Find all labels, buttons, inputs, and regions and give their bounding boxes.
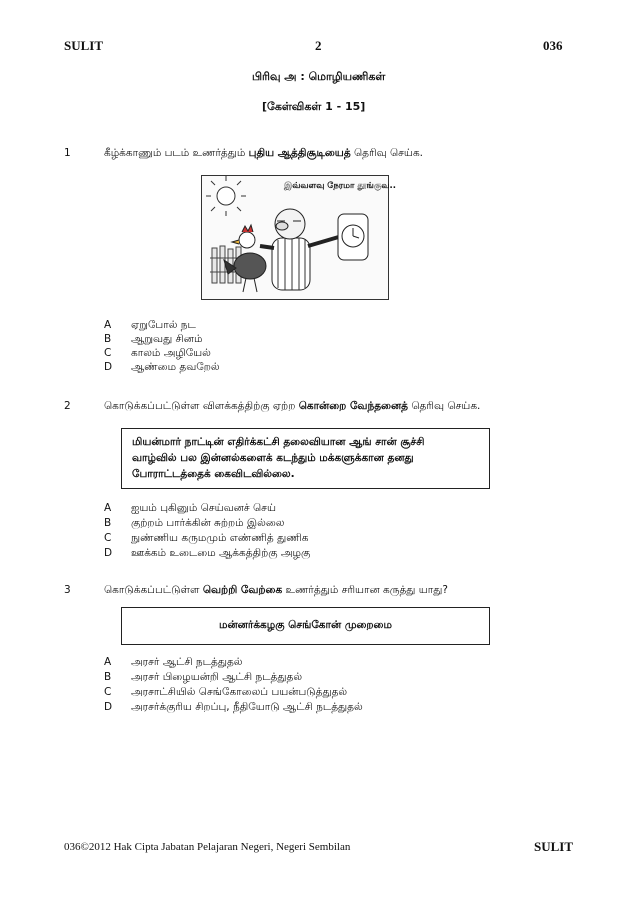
option-text: நுண்ணிய கருமமும் எண்ணித் துணிக (131, 532, 309, 544)
q1-stem: கீழ்க்காணும் படம் உணர்த்தும் புதிய ஆத்திசூடியைத் தெரிவு செய்க. (104, 147, 423, 159)
q3-number: 3 (64, 584, 71, 596)
passage-line: வாழ்வில் பல இன்னல்களைக் கடந்தும் மக்களுக்கான தனது (132, 452, 414, 464)
option-text: ஊக்கம் உடைமை ஆக்கத்திற்கு அழகு (131, 547, 311, 559)
q2-number: 2 (64, 400, 71, 412)
option-letter: D (104, 361, 113, 373)
option-letter: A (104, 319, 112, 331)
q2-passage-box (121, 428, 490, 489)
q3-text-box (121, 607, 490, 645)
page-number: 2 (315, 38, 322, 53)
option-letter: B (104, 333, 112, 345)
header-sulit: SULIT (64, 38, 104, 53)
section-title: பிரிவு அ : மொழியணிகள் (252, 70, 386, 83)
q1-number: 1 (64, 147, 71, 159)
question-range: [கேள்விகள் 1 - 15] (262, 100, 366, 113)
passage-line: மியன்மார் நாட்டின் எதிர்க்கட்சி தலைவியான ஆங் சான் சூச்சி (132, 436, 425, 448)
option-letter: C (104, 686, 112, 698)
option-letter: D (104, 701, 113, 713)
option-letter: B (104, 517, 112, 529)
cartoon-illustration (202, 176, 388, 299)
option-text: அரசர் பிழையன்றி ஆட்சி நடத்துதல் (131, 671, 303, 683)
option-text: ஆண்மை தவறேல் (131, 361, 220, 373)
option-letter: B (104, 671, 112, 683)
footer-sulit: SULIT (534, 839, 574, 854)
option-letter: D (104, 547, 113, 559)
option-letter: A (104, 502, 112, 514)
option-letter: C (104, 347, 112, 359)
option-text: ஏறுபோல் நட (131, 319, 196, 331)
cartoon-caption: இவ்வளவு நேரமா தூங்குவ.. (284, 181, 396, 191)
paper-code: 036 (543, 38, 563, 53)
option-letter: A (104, 656, 112, 668)
option-text: அரசர் ஆட்சி நடத்துதல் (131, 656, 243, 668)
option-text: ஐயம் புகினும் செய்வனச் செய் (131, 502, 276, 514)
q3-stem: கொடுக்கப்பட்டுள்ள வெற்றி வேற்கை உணர்த்தும் சரியான கருத்து யாது? (104, 584, 448, 596)
passage-line: போராட்டத்தைக் கைவிடவில்லை. (132, 468, 295, 480)
option-text: குற்றம் பார்க்கின் சுற்றம் இல்லை (131, 517, 285, 529)
option-text: அரசாட்சியில் செங்கோலைப் பயன்படுத்துதல் (131, 686, 348, 698)
clock-icon (338, 214, 368, 260)
option-text: அரசர்க்குரிய சிறப்பு, நீதியோடு ஆட்சி நடத்துதல் (131, 701, 363, 713)
q1-cartoon (201, 175, 396, 300)
footer-copyright: 036©2012 Hak Cipta Jabatan Pelajaran Negeri, Negeri Sembilan (64, 841, 351, 853)
option-letter: C (104, 532, 112, 544)
option-text: ஆறுவது சினம் (131, 333, 203, 345)
q2-stem: கொடுக்கப்பட்டுள்ள விளக்கத்திற்கு ஏற்ற கொன்றை வேந்தனைத் தெரிவு செய்க. (104, 400, 481, 412)
q3-box-text: மன்னர்க்கழகு செங்கோன் முறைமை (219, 619, 392, 631)
option-text: காலம் அழியேல் (131, 347, 211, 359)
